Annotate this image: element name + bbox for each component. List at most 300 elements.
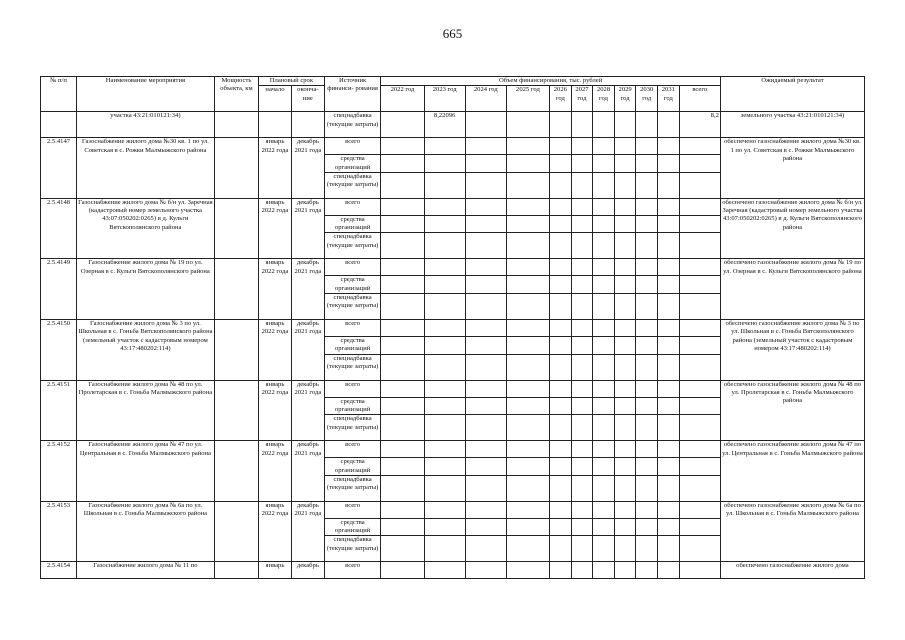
value-cell (614, 198, 636, 215)
value-cell (381, 138, 424, 155)
table-row (41, 562, 865, 579)
value-cell (614, 172, 636, 198)
row-name: Газоснабжение жилого дома № 3 по ул. Школьная в с. Гоньба Вятскополянского района (земельный участок с кадастровым номером 43:17:480202:114) (76, 320, 214, 381)
value-cell (465, 536, 506, 562)
value-cell (506, 415, 549, 441)
value-cell (424, 294, 465, 320)
value-cell (506, 112, 549, 138)
value-cell (658, 441, 680, 458)
value-cell (679, 259, 720, 276)
value-cell (571, 354, 593, 380)
value-cell (658, 198, 680, 215)
row-source: всего (324, 562, 381, 579)
value-cell (636, 562, 658, 579)
value-cell (593, 233, 615, 259)
header-result: Ожидаемый результат (720, 77, 864, 112)
value-cell (506, 172, 549, 198)
value-cell (593, 397, 615, 415)
value-cell (424, 518, 465, 536)
value-cell (679, 536, 720, 562)
value-cell (571, 138, 593, 155)
row-capacity (214, 112, 258, 138)
value-cell (465, 501, 506, 518)
header-source: Источник финанси- рования (324, 77, 381, 112)
value-cell (465, 518, 506, 536)
row-result: обеспечено газоснабжение жилого дома (720, 562, 864, 579)
value-cell (506, 259, 549, 276)
value-cell (658, 112, 680, 138)
row-name: Газоснабжение жилого дома № 19 по ул. Озерная в с. Кульги Вятскополянского района (76, 259, 214, 320)
value-cell (636, 536, 658, 562)
value-cell (636, 198, 658, 215)
row-num: 2.5.4149 (41, 259, 77, 320)
value-cell (658, 215, 680, 233)
row-result: земельного участка 43:21:010121:34) (720, 112, 864, 138)
header-period: Плановый срок (259, 77, 325, 86)
header-num: № п/п (41, 77, 77, 112)
row-start: январь 2022 года (259, 259, 292, 320)
row-name: Газоснабжение жилого дома № 48 по ул. Пролетарская в с. Гоньба Малмыжского района (76, 380, 214, 441)
value-cell (571, 501, 593, 518)
value-cell (381, 337, 424, 355)
value-cell (381, 354, 424, 380)
value-cell (381, 320, 424, 337)
row-source: спецнадбавка (текущие затраты) (324, 415, 381, 441)
row-end: декабрь 2021 года (291, 380, 324, 441)
value-cell (465, 458, 506, 476)
value-cell (550, 259, 572, 276)
value-cell (593, 112, 615, 138)
value-cell (679, 441, 720, 458)
value-cell (571, 458, 593, 476)
value-cell (381, 276, 424, 294)
row-capacity (214, 198, 258, 259)
row-start: январь 2022 года (259, 138, 292, 199)
value-cell (593, 172, 615, 198)
row-source: средства организаций (324, 276, 381, 294)
value-cell (658, 172, 680, 198)
table-row (41, 138, 865, 155)
value-cell (381, 415, 424, 441)
header-year: 2028 год (593, 86, 615, 112)
value-cell (550, 458, 572, 476)
value-cell (381, 441, 424, 458)
value-cell (658, 233, 680, 259)
value-cell (550, 320, 572, 337)
value-cell (636, 155, 658, 173)
value-cell (593, 458, 615, 476)
value-cell (424, 233, 465, 259)
header-capacity: Мощность объекта, км (214, 77, 258, 112)
value-cell (636, 397, 658, 415)
row-num (41, 112, 77, 138)
row-start: январь 2022 года (259, 320, 292, 381)
row-result: обеспечено газоснабжение жилого дома № 3 по ул. Школьная в с. Гоньба Вятскополянского района (земельный участок с кадастровым номером 43:17:480202:114) (720, 320, 864, 381)
value-cell (465, 397, 506, 415)
value-cell (593, 337, 615, 355)
value-cell (679, 518, 720, 536)
value-cell (465, 198, 506, 215)
value-cell (381, 475, 424, 501)
value-cell (381, 397, 424, 415)
header-year: 2025 год (506, 86, 549, 112)
row-name: Газоснабжение жилого дома № 6а по ул. Школьная в с. Гоньба Малмыжского района (76, 501, 214, 562)
value-cell (465, 276, 506, 294)
value-cell (571, 112, 593, 138)
value-cell (614, 501, 636, 518)
value-cell (593, 536, 615, 562)
row-capacity (214, 562, 258, 579)
value-cell (679, 172, 720, 198)
row-name: Газоснабжение жилого дома № 47 по ул. Центральная в с. Гоньба Малмыжского района (76, 441, 214, 502)
value-cell (593, 320, 615, 337)
value-cell (679, 320, 720, 337)
value-cell (658, 397, 680, 415)
value-cell (571, 276, 593, 294)
value-cell (636, 415, 658, 441)
row-result: обеспечено газоснабжение жилого дома № б/н ул. Заречная (кадастровый номер земельного участка 43:07:050202:0265) в д. Кульги Вятскополянского района (720, 198, 864, 259)
row-source: всего (324, 380, 381, 397)
table-body (41, 112, 865, 579)
row-num: 2.5.4150 (41, 320, 77, 381)
value-cell (614, 536, 636, 562)
value-cell (593, 215, 615, 233)
row-capacity (214, 501, 258, 562)
value-cell (424, 397, 465, 415)
row-capacity (214, 259, 258, 320)
value-cell (424, 155, 465, 173)
value-cell (424, 320, 465, 337)
value-cell (424, 562, 465, 579)
value-cell (679, 501, 720, 518)
row-start: январь 2022 года (259, 501, 292, 562)
value-cell (465, 233, 506, 259)
value-cell (636, 294, 658, 320)
row-source: спецнадбавка (текущие затраты) (324, 233, 381, 259)
value-cell (679, 475, 720, 501)
header-end: оконча- ние (291, 86, 324, 112)
value-cell (550, 380, 572, 397)
value-cell (636, 112, 658, 138)
value-cell (614, 259, 636, 276)
value-cell (550, 155, 572, 173)
value-cell (658, 501, 680, 518)
table-header (41, 77, 865, 112)
value-cell (506, 354, 549, 380)
value-cell (679, 215, 720, 233)
value-cell (550, 337, 572, 355)
table-row (41, 112, 865, 138)
value-cell (658, 458, 680, 476)
row-start: январь 2022 года (259, 441, 292, 502)
header-year: 2029 год (614, 86, 636, 112)
row-end: декабрь 2021 года (291, 320, 324, 381)
value-cell (550, 112, 572, 138)
value-cell (658, 518, 680, 536)
value-cell (658, 276, 680, 294)
value-cell (465, 138, 506, 155)
row-num: 2.5.4147 (41, 138, 77, 199)
value-cell (614, 415, 636, 441)
page-number: 665 (442, 26, 463, 41)
value-cell (465, 320, 506, 337)
row-start: январь 2022 года (259, 198, 292, 259)
value-cell (506, 233, 549, 259)
value-cell (593, 155, 615, 173)
value-cell (381, 172, 424, 198)
value-cell (636, 458, 658, 476)
value-cell (506, 294, 549, 320)
value-cell (658, 294, 680, 320)
value-cell (381, 233, 424, 259)
row-capacity (214, 441, 258, 502)
value-cell (636, 337, 658, 355)
value-cell (465, 337, 506, 355)
value-cell (550, 294, 572, 320)
value-cell (614, 138, 636, 155)
row-num: 2.5.4151 (41, 380, 77, 441)
value-cell (636, 259, 658, 276)
row-source: всего (324, 198, 381, 215)
value-cell (593, 380, 615, 397)
value-cell (571, 172, 593, 198)
value-cell (506, 155, 549, 173)
row-end: декабрь 2021 года (291, 259, 324, 320)
value-cell (636, 138, 658, 155)
value-cell (658, 562, 680, 579)
row-result: обеспечено газоснабжение жилого дома № 6а по ул. Школьная в с. Гоньба Малмыжского района (720, 501, 864, 562)
value-cell (614, 475, 636, 501)
value-cell (571, 198, 593, 215)
row-source: средства организаций (324, 518, 381, 536)
header-year: 2027 год (571, 86, 593, 112)
row-num: 2.5.4153 (41, 501, 77, 562)
value-cell (679, 138, 720, 155)
value-cell (571, 397, 593, 415)
value-cell (424, 172, 465, 198)
row-name: Газоснабжение жилого дома № б/н ул. Заречная (кадастровый номер земельного участка 43:07:050202:0265) в д. Кульги Вятскополянского района (76, 198, 214, 259)
value-cell (658, 354, 680, 380)
value-cell (571, 415, 593, 441)
value-cell (679, 415, 720, 441)
table-row (41, 380, 865, 397)
value-cell (571, 155, 593, 173)
value-cell (614, 233, 636, 259)
value-cell (614, 518, 636, 536)
row-end: декабрь 2021 года (291, 441, 324, 502)
value-cell (550, 138, 572, 155)
row-name: Газоснабжение жилого дома № 11 по (76, 562, 214, 579)
value-cell (636, 441, 658, 458)
value-cell (381, 562, 424, 579)
row-source: всего (324, 501, 381, 518)
row-source: всего (324, 441, 381, 458)
value-cell (506, 441, 549, 458)
header-year: 2024 год (465, 86, 506, 112)
value-cell (679, 354, 720, 380)
row-source: всего (324, 320, 381, 337)
value-cell (636, 380, 658, 397)
value-cell (636, 172, 658, 198)
value-cell (593, 198, 615, 215)
value-cell (550, 441, 572, 458)
value-cell (424, 380, 465, 397)
value-cell (571, 294, 593, 320)
value-cell (550, 397, 572, 415)
value-cell (424, 536, 465, 562)
table-row (41, 320, 865, 337)
header-year: 2030 год (636, 86, 658, 112)
header-name: Наименование мероприятия (76, 77, 214, 112)
value-cell (593, 138, 615, 155)
value-cell (550, 415, 572, 441)
value-cell (424, 441, 465, 458)
value-cell (465, 415, 506, 441)
value-cell (614, 458, 636, 476)
value-cell (636, 518, 658, 536)
value-cell (381, 536, 424, 562)
value-cell (465, 354, 506, 380)
row-end (291, 112, 324, 138)
value-cell (465, 112, 506, 138)
row-name: участка 43:21:010121:34) (76, 112, 214, 138)
value-cell (424, 138, 465, 155)
value-cell (636, 215, 658, 233)
row-capacity (214, 138, 258, 199)
value-cell (593, 276, 615, 294)
value-cell (424, 501, 465, 518)
row-source: спецнадбавка (текущие затраты) (324, 172, 381, 198)
value-cell (636, 233, 658, 259)
value-cell (506, 198, 549, 215)
value-cell (614, 320, 636, 337)
header-start: начало (259, 86, 292, 112)
value-cell (658, 138, 680, 155)
value-cell (593, 259, 615, 276)
value-cell (424, 259, 465, 276)
row-name: Газоснабжение жилого дома №30 кв. 1 по ул. Советская в с. Рожки Малмыжского района (76, 138, 214, 199)
row-source: спецнадбавка (текущие затраты) (324, 294, 381, 320)
value-cell (679, 458, 720, 476)
row-start: январь (259, 562, 292, 579)
value-cell (636, 475, 658, 501)
value-cell (593, 501, 615, 518)
row-end: декабрь 2021 года (291, 138, 324, 199)
row-source: всего (324, 259, 381, 276)
value-cell (658, 155, 680, 173)
value-cell (506, 475, 549, 501)
header-year: 2023 год (424, 86, 465, 112)
value-cell (465, 259, 506, 276)
value-cell (550, 172, 572, 198)
value-cell (506, 518, 549, 536)
value-cell (381, 259, 424, 276)
value-cell (658, 320, 680, 337)
value-cell (550, 354, 572, 380)
value-cell (381, 215, 424, 233)
value-cell (636, 501, 658, 518)
value-cell (614, 337, 636, 355)
value-cell (424, 198, 465, 215)
value-cell (614, 562, 636, 579)
value-cell (381, 294, 424, 320)
header-year: 2031 год (658, 86, 680, 112)
value-cell (465, 172, 506, 198)
value-cell (679, 562, 720, 579)
value-cell (424, 215, 465, 233)
value-cell (465, 155, 506, 173)
value-cell (550, 198, 572, 215)
value-cell (658, 337, 680, 355)
value-cell (424, 337, 465, 355)
row-end: декабрь 2021 года (291, 501, 324, 562)
value-cell (614, 215, 636, 233)
value-cell (593, 415, 615, 441)
value-cell (465, 562, 506, 579)
row-source: средства организаций (324, 458, 381, 476)
value-cell (614, 380, 636, 397)
value-cell (571, 215, 593, 233)
row-source: средства организаций (324, 337, 381, 355)
value-cell (636, 320, 658, 337)
value-cell (658, 415, 680, 441)
value-cell (506, 380, 549, 397)
value-cell (381, 458, 424, 476)
value-cell (571, 562, 593, 579)
value-cell (658, 536, 680, 562)
value-cell (424, 475, 465, 501)
value-cell (614, 276, 636, 294)
row-num: 2.5.4152 (41, 441, 77, 502)
value-cell (614, 294, 636, 320)
value-cell (506, 458, 549, 476)
value-cell (465, 380, 506, 397)
value-cell (424, 276, 465, 294)
row-start (259, 112, 292, 138)
header-volume: Объем финансирования, тыс. рублей (381, 77, 721, 86)
value-cell (465, 294, 506, 320)
value-cell (679, 276, 720, 294)
row-result: обеспечено газоснабжение жилого дома № 47 по ул. Центральная в с. Гоньба Малмыжского района (720, 441, 864, 502)
financing-table (40, 76, 865, 579)
value-cell (465, 441, 506, 458)
row-source: спецнадбавка (текущие затраты) (324, 536, 381, 562)
value-cell (571, 536, 593, 562)
value-cell (679, 397, 720, 415)
value-cell (679, 198, 720, 215)
row-start: январь 2022 года (259, 380, 292, 441)
value-cell (424, 354, 465, 380)
value-cell (571, 337, 593, 355)
value-cell (571, 475, 593, 501)
value-2023: 8,22096 (424, 112, 465, 138)
value-total: 8,2 (679, 112, 720, 138)
value-cell (506, 215, 549, 233)
table-row (41, 501, 865, 518)
value-cell (593, 518, 615, 536)
header-year: 2026 год (550, 86, 572, 112)
value-cell (506, 337, 549, 355)
value-cell (614, 354, 636, 380)
value-cell (593, 562, 615, 579)
value-cell (506, 397, 549, 415)
row-source: средства организаций (324, 215, 381, 233)
value-cell (424, 458, 465, 476)
value-cell (679, 380, 720, 397)
value-cell (593, 475, 615, 501)
row-source: спецнадбавка (текущие затраты) (324, 475, 381, 501)
value-cell (550, 233, 572, 259)
